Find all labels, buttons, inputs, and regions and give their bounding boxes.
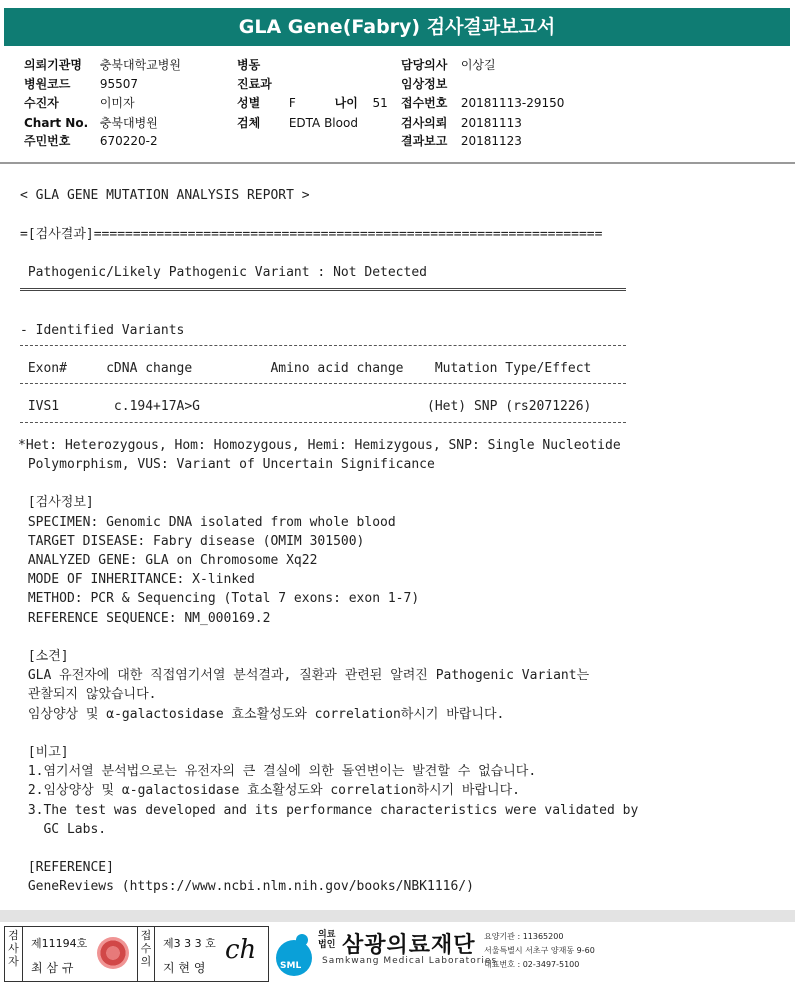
signature-box (4, 926, 269, 982)
header-divider (0, 162, 795, 164)
info-value: 이상길 (460, 58, 496, 72)
info-label: 담당의사 (401, 58, 448, 72)
reference-title: [REFERENCE] (20, 860, 114, 875)
info-label: 성별 (237, 96, 261, 110)
inspector-license: 제11194호 (31, 937, 88, 950)
info-label: 의뢰기관명 (24, 58, 82, 72)
info-row (24, 75, 138, 93)
org-name-en: Samkwang Medical Laboratories (322, 956, 498, 966)
seal-stamp-icon (97, 937, 129, 969)
reference-link: GeneReviews (https://www.ncbi.nlm.nih.gov/books/NBK1116/) (20, 879, 474, 894)
info-row (24, 114, 158, 132)
info-row (401, 75, 461, 93)
info-label: 결과보고 (401, 134, 448, 148)
target-disease: TARGET DISEASE: Fabry disease (OMIM 301500) (20, 534, 365, 549)
dashed-rule (20, 345, 626, 346)
reference-sequence: REFERENCE SEQUENCE: NM_000169.2 (20, 611, 271, 626)
abbreviation-note: *Het: Heterozygous, Hom: Homozygous, Hemi: Hemizygous, SNP: Single Nucleotide (18, 438, 621, 453)
info-row (24, 132, 158, 150)
analyzed-gene: ANALYZED GENE: GLA on Chromosome Xq22 (20, 553, 318, 568)
double-rule (20, 288, 626, 293)
remark-text: 1.염기서열 분석법으로는 유전자의 큰 결실에 의한 돌연변이는 발견할 수 없습니다. (20, 764, 537, 779)
age-label: 나이 (334, 96, 358, 110)
org-name: 삼광의료재단 (342, 933, 476, 958)
org-details (484, 930, 595, 972)
info-row (401, 132, 522, 150)
info-label: 주민번호 (24, 134, 71, 148)
remark-text: GC Labs. (20, 822, 107, 837)
info-label: 검체 (237, 116, 261, 130)
abbreviation-note: Polymorphism, VUS: Variant of Uncertain Significance (20, 457, 435, 472)
info-value: EDTA Blood (288, 116, 358, 130)
opinion-title: [소견] (20, 649, 69, 664)
footer-divider (0, 910, 795, 922)
opinion-text: 임상양상 및 α-galactosidase 효소활성도와 correlation하시기 바랍니다. (20, 707, 505, 722)
info-row (401, 94, 564, 112)
info-row (24, 56, 181, 74)
report-heading: < GLA GENE MUTATION ANALYSIS REPORT > (20, 188, 310, 203)
info-value: 20181123 (460, 134, 522, 148)
approver-name: 지 현 영 (163, 961, 206, 975)
info-row (401, 56, 496, 74)
info-row (24, 94, 135, 112)
info-row (237, 56, 289, 74)
info-value: 670220-2 (99, 134, 158, 148)
approver-label: 접 수 의 (137, 927, 155, 981)
info-label: 병동 (237, 58, 261, 72)
opinion-text: GLA 유전자에 대한 직접염기서열 분석결과, 질환과 관련된 알려진 Pathogenic Variant는 (20, 668, 590, 683)
inheritance-mode: MODE OF INHERITANCE: X-linked (20, 572, 255, 587)
org-phone: 대표번호 : 02-3497-5100 (484, 960, 580, 969)
approver-license: 제3 3 3 호 (163, 937, 216, 950)
remark-text: 2.임상양상 및 α-galactosidase 효소활성도와 correlation하시기 바랍니다. (20, 783, 520, 798)
info-row (237, 94, 388, 112)
info-value: 충북대학교병원 (99, 58, 181, 72)
org-address: 서울특별시 서초구 양재동 9-60 (484, 946, 595, 955)
info-value: 이미자 (99, 96, 135, 110)
report-title: GLA Gene(Fabry) 검사결과보고서 (4, 8, 790, 46)
info-label: 진료과 (237, 77, 272, 91)
test-info-title: [검사정보] (20, 495, 94, 510)
age-value: 51 (372, 96, 388, 110)
info-label: 병원코드 (24, 77, 71, 91)
signature-icon: ch (225, 935, 257, 965)
dashed-rule (20, 422, 626, 423)
org-type (318, 930, 335, 950)
inspector-label: 검 사 자 (5, 927, 23, 981)
info-value: 95507 (99, 77, 139, 91)
specimen: SPECIMEN: Genomic DNA isolated from whole blood (20, 515, 396, 530)
patient-info (0, 54, 795, 154)
org-type-text: 의료 법인 (318, 930, 336, 950)
dashed-rule (20, 383, 626, 384)
info-value: F (288, 96, 296, 110)
org-code: 요양기관 : 11365200 (484, 932, 564, 941)
info-label: 임상정보 (401, 77, 448, 91)
info-row (237, 75, 289, 93)
identified-variants-title: - Identified Variants (20, 323, 185, 338)
info-label: 수진자 (24, 96, 59, 110)
method: METHOD: PCR & Sequencing (Total 7 exons: exon 1-7) (20, 591, 420, 606)
remarks-title: [비고] (20, 745, 69, 760)
info-row (401, 114, 522, 132)
footer (0, 922, 795, 991)
sml-logo-icon (272, 928, 316, 978)
info-label: 접수번호 (401, 96, 448, 110)
opinion-text: 관찰되지 않았습니다. (20, 687, 157, 702)
variant-table-row: IVS1 c.194+17A>G (Het) SNP (rs2071226) (20, 399, 592, 414)
info-value: 20181113-29150 (460, 96, 565, 110)
inspector-name: 최 삼 규 (31, 961, 74, 975)
info-label: Chart No. (24, 116, 89, 130)
info-row (237, 114, 358, 132)
info-value: 충북대병원 (99, 116, 158, 130)
variant-table-header: Exon# cDNA change Amino acid change Mutation Type/Effect (20, 361, 592, 376)
info-label: 검사의뢰 (401, 116, 448, 130)
info-value: 20181113 (460, 116, 522, 130)
logo-text: SML (280, 961, 302, 971)
result-section-header: =[검사결과]================================================================= (20, 227, 603, 242)
pathogenic-result: Pathogenic/Likely Pathogenic Variant : Not Detected (20, 265, 427, 280)
remark-text: 3.The test was developed and its performance characteristics were validated by (20, 803, 639, 818)
